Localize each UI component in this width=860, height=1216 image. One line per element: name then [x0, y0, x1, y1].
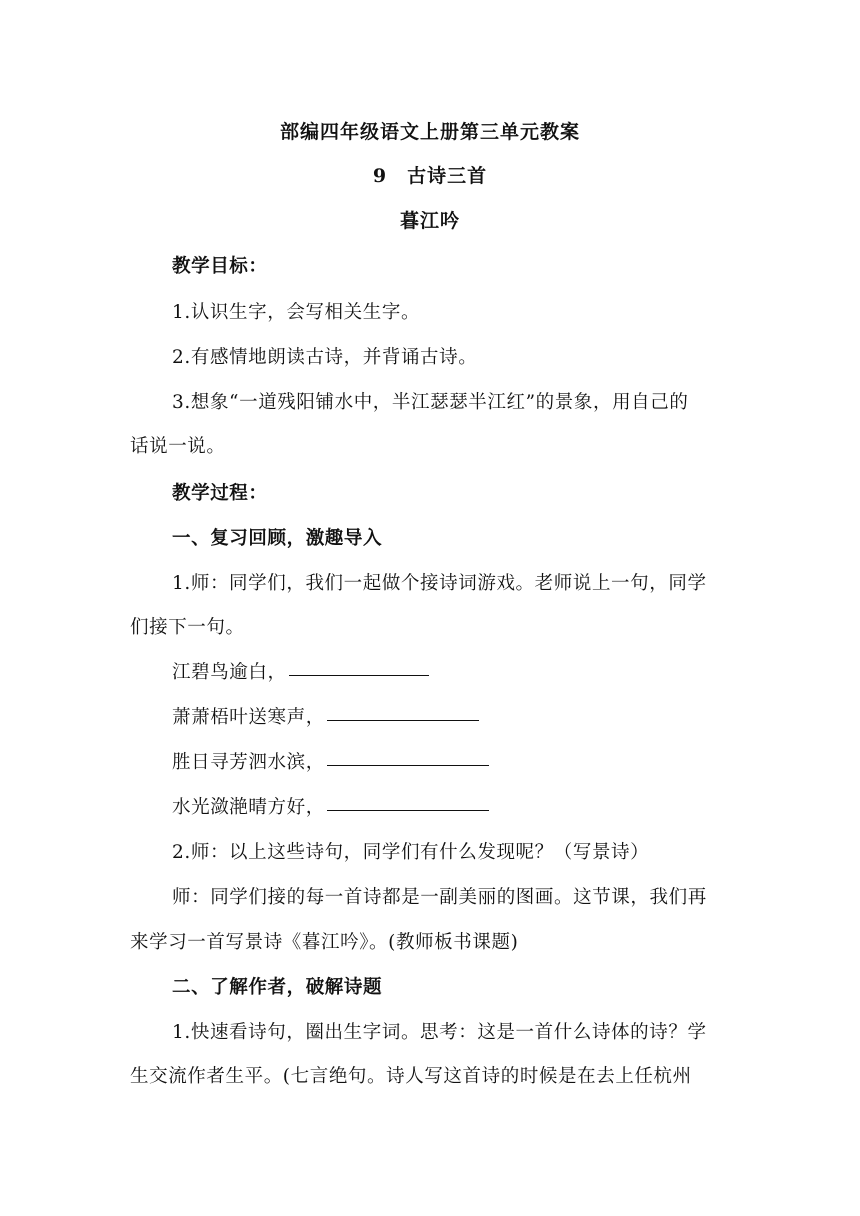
objective-item: 3.想象“一道残阳铺水中，半江瑟瑟半江红”的景象，用自己的 — [172, 392, 689, 413]
verse-line — [130, 658, 772, 684]
verse-text: 江碧鸟逾白， — [172, 662, 287, 683]
answer-blank[interactable] — [327, 764, 489, 766]
process-heading: 教学过程： — [172, 483, 268, 504]
objective-item-continued: 话说一说。 — [130, 436, 226, 457]
verse-line — [130, 793, 772, 819]
verse-text: 水光潋滟晴方好， — [172, 797, 325, 818]
section-heading: 一、复习回顾，激趣导入 — [172, 528, 383, 549]
section-heading: 二、了解作者，破解诗题 — [172, 977, 383, 998]
poem-title: 暮江吟 — [399, 210, 460, 232]
verse-line — [130, 703, 772, 729]
document-title: 部编四年级语文上册第三单元教案 — [279, 121, 580, 143]
verse-line — [130, 748, 772, 774]
verse-text: 萧萧梧叶送寒声， — [172, 707, 325, 728]
lesson-title: 9 古诗三首 — [372, 165, 488, 187]
paragraph-line: 1.快速看诗句，圈出生字词。思考：这是一首什么诗体的诗？学 — [172, 1022, 707, 1043]
verse-text: 胜日寻芳泗水滨， — [172, 752, 325, 773]
paragraph-line: 生交流作者生平。(七言绝句。诗人写这首诗的时候是在去上任杭州 — [130, 1066, 692, 1087]
paragraph-line: 们接下一句。 — [130, 617, 245, 638]
objectives-heading: 教学目标： — [172, 256, 268, 277]
objective-item: 1.认识生字，会写相关生字。 — [172, 302, 421, 323]
paragraph-line: 1.师：同学们，我们一起做个接诗词游戏。老师说上一句，同学 — [172, 573, 707, 594]
answer-blank[interactable] — [327, 719, 479, 721]
objective-item: 2.有感情地朗读古诗，并背诵古诗。 — [172, 347, 478, 368]
paragraph-line: 师：同学们接的每一首诗都是一副美丽的图画。这节课，我们再 — [172, 887, 707, 908]
answer-blank[interactable] — [327, 809, 489, 811]
answer-blank[interactable] — [289, 674, 429, 676]
paragraph-line: 2.师：以上这些诗句，同学们有什么发现呢？（写景诗） — [172, 842, 650, 863]
paragraph-line: 来学习一首写景诗《暮江吟》。(教师板书课题) — [130, 932, 519, 953]
